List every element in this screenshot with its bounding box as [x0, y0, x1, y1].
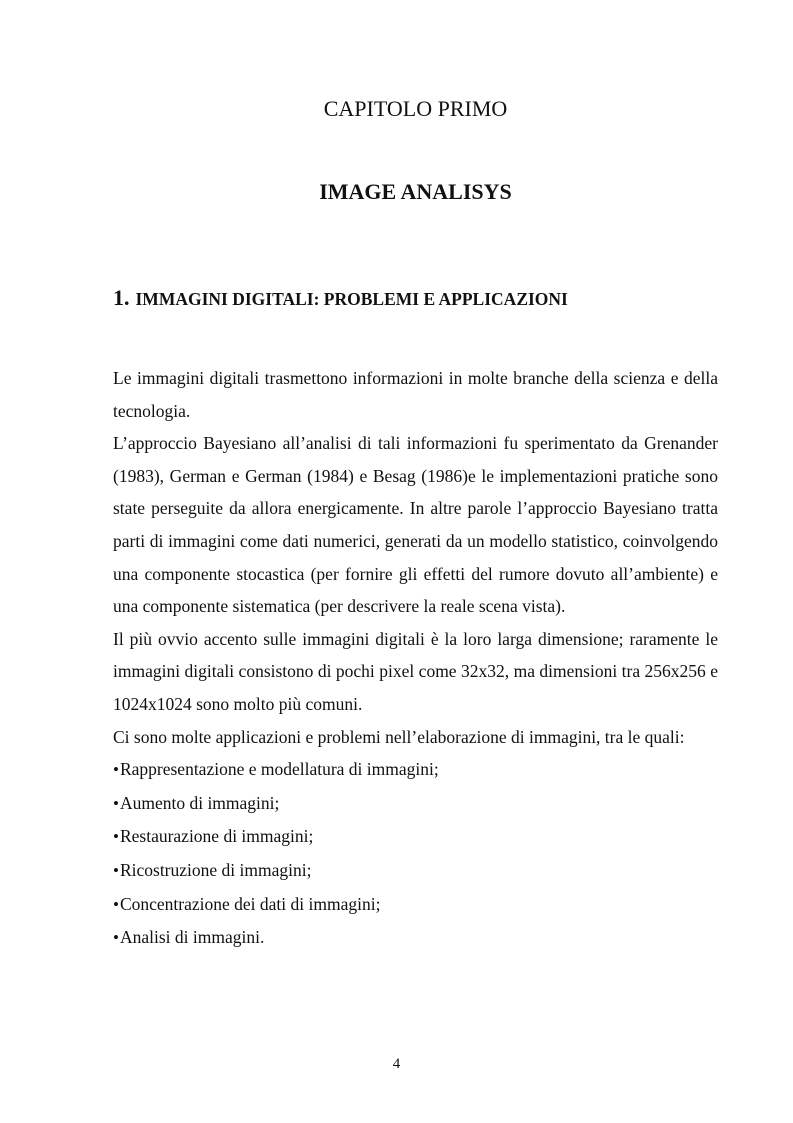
paragraph: Il più ovvio accento sulle immagini digitali è la loro larga dimensione; raramente le immagini digitali consistono di pochi pixel come 32x32, ma dimensioni tra 256x256 e 1024x1024 sono molto più comuni. [113, 628, 718, 714]
list-item-text: Aumento di immagini; [119, 792, 280, 813]
section-title: IMMAGINI DIGITALI: PROBLEMI E APPLICAZIONI [135, 289, 568, 309]
body-text [113, 362, 718, 955]
bullet-icon: • [113, 827, 119, 847]
list-item [113, 753, 718, 787]
paragraph: Ci sono molte applicazioni e problemi nell’elaborazione di immagini, tra le quali: [113, 726, 685, 747]
bullet-icon: • [113, 894, 119, 914]
section-number: 1. [113, 285, 130, 310]
paragraph: L’approccio Bayesiano all’analisi di tali informazioni fu sperimentato da Grenander (1983), German e German (1984) e Besag (1986)e le implementazioni pratiche sono state perseguite da allora energicamente. In altre parole l’approccio Bayesiano tratta parti di immagini come dati numerici, generati da un modello statistico, coinvolgendo una componente stocastica (per fornire gli effetti del rumore dovuto all’ambiente) e una componente sistematica (per descrivere la reale scena vista). [113, 433, 718, 617]
list-item-text: Restaurazione di immagini; [119, 826, 314, 847]
bullet-icon: • [113, 760, 119, 780]
list-item-text: Analisi di immagini. [119, 927, 265, 948]
page-number: 4 [392, 1056, 401, 1072]
bullet-icon: • [113, 928, 119, 948]
chapter-label: CAPITOLO PRIMO [323, 96, 508, 121]
chapter-title: IMAGE ANALISYS [319, 179, 512, 204]
list-item [113, 921, 718, 955]
application-list [113, 753, 718, 955]
list-item-text: Rappresentazione e modellatura di immagini; [119, 759, 439, 780]
bullet-icon: • [113, 860, 119, 880]
list-item [113, 787, 718, 821]
list-item [113, 854, 718, 888]
list-item-text: Ricostruzione di immagini; [119, 859, 312, 880]
paragraph: Le immagini digitali trasmettono informazioni in molte branche della scienza e della tecnologia. [113, 368, 718, 421]
list-item [113, 888, 718, 922]
bullet-icon: • [113, 793, 119, 813]
section-heading [113, 285, 568, 311]
list-item [113, 820, 718, 854]
list-item-text: Concentrazione dei dati di immagini; [119, 893, 381, 914]
